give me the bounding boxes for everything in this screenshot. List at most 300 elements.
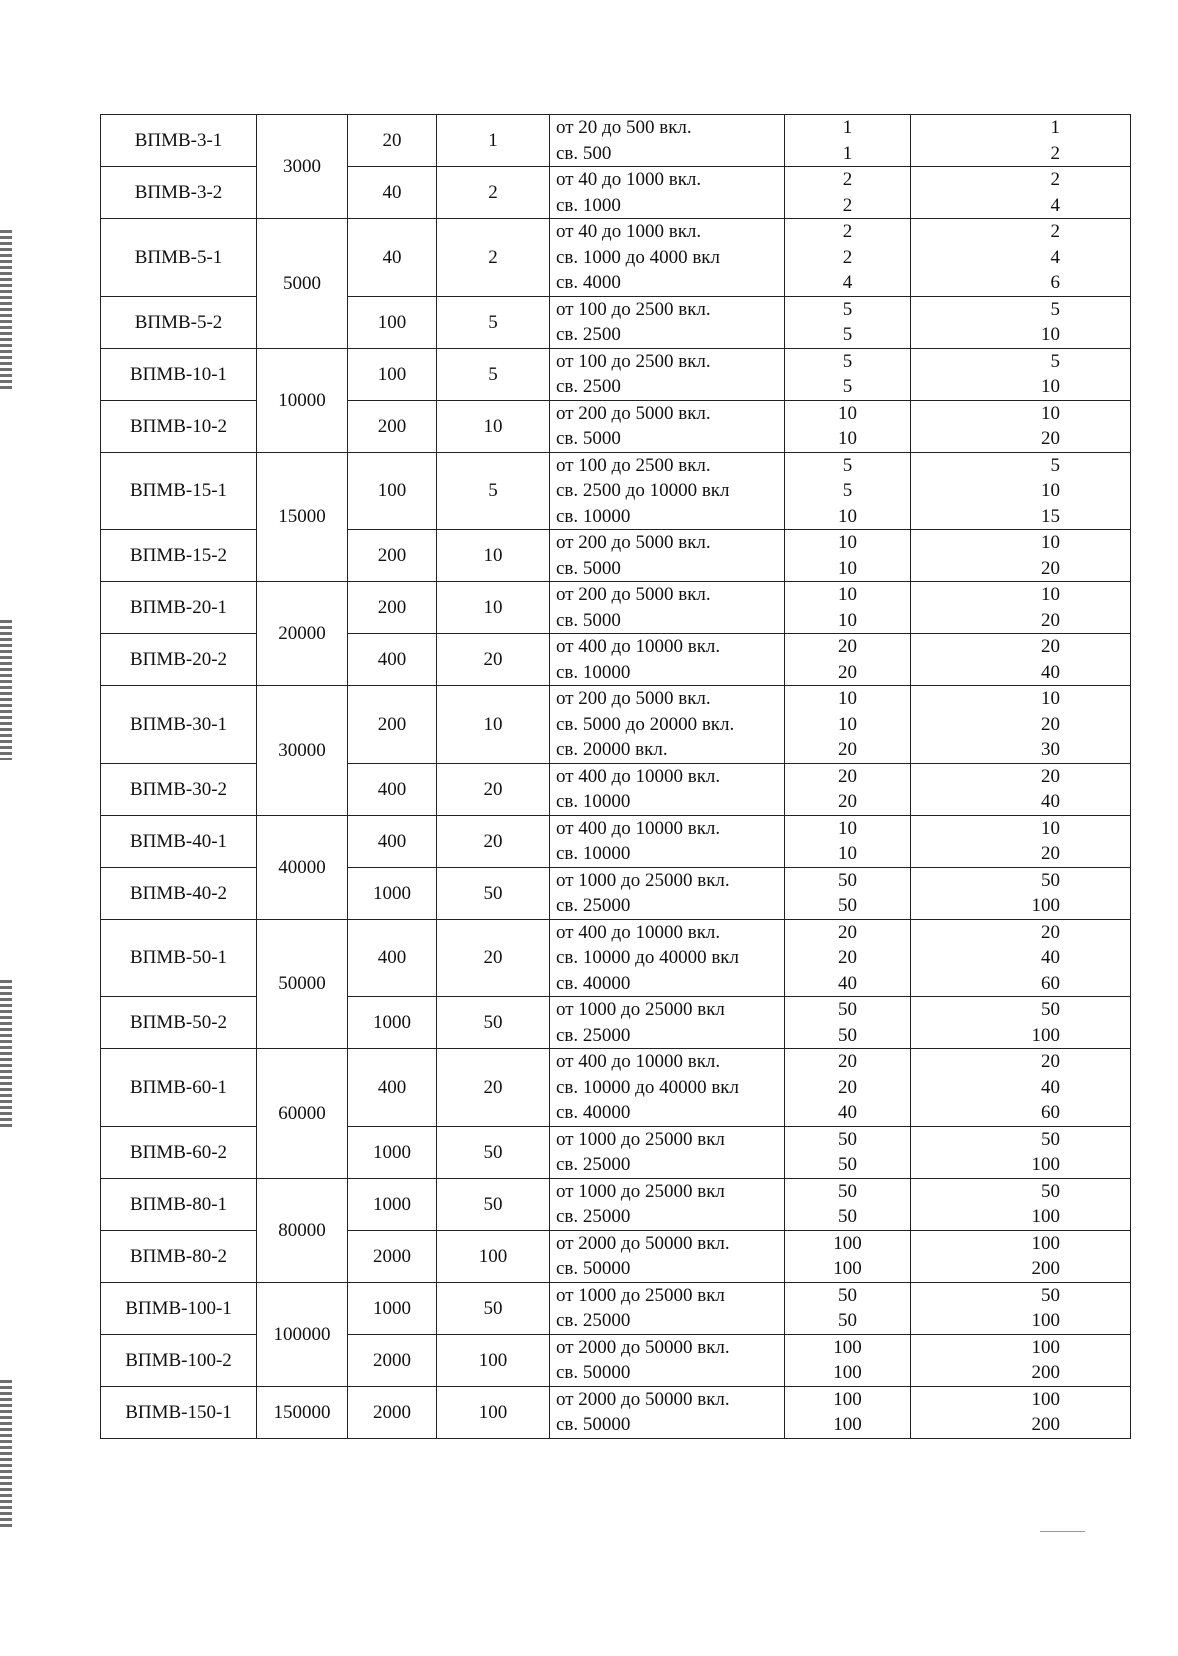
table-row [101,815,1131,867]
error-primary-cell-line: 50 [838,999,857,1020]
error-service-cell-line: 30 [1041,739,1060,760]
load-range-cell-line: св. 50000 [556,1362,631,1383]
error-primary-cell [785,348,911,400]
error-service-cell-line: 4 [1050,246,1060,268]
load-range-cell-line: св. 25000 [556,1024,631,1046]
error-service-cell [911,1049,1131,1127]
load-range-cell-line: св. 1000 до 4000 вкл [556,246,721,268]
error-primary-cell-line: 20 [838,661,857,683]
error-service-cell-line: 2 [1050,221,1060,242]
error-service-cell-line: 100 [1031,1232,1060,1254]
error-primary-cell-line: 40 [838,1102,857,1123]
error-service-cell [911,1126,1131,1178]
error-service-cell [911,1282,1131,1334]
min-load-cell: 200 [348,582,437,634]
error-service-cell-line: 100 [1031,1388,1060,1410]
load-range-cell-line: от 1000 до 25000 вкл. [556,869,730,891]
load-range-cell-line: от 100 до 2500 вкл. [556,298,711,320]
error-primary-cell-line: 50 [838,1024,857,1046]
division-cell: 100 [437,1230,550,1282]
error-service-cell-line: 15 [1041,505,1060,527]
error-primary-cell-line: 100 [833,1336,862,1358]
error-primary-cell-line: 2 [842,246,853,268]
error-primary-cell-line: 20 [838,1076,857,1098]
division-cell: 5 [437,452,550,530]
error-primary-cell-line: 50 [838,895,857,916]
load-range-cell-line: св. 2500 [556,376,621,397]
error-primary-cell-line: 100 [833,1414,862,1435]
load-range-cell [550,634,785,686]
division-cell: 10 [437,530,550,582]
load-range-cell-line: от 1000 до 25000 вкл [556,1128,725,1150]
error-service-cell-line: 10 [1041,376,1060,397]
error-service-cell-line: 20 [1041,1051,1060,1072]
error-service-cell-line: 100 [1031,1024,1060,1046]
load-range-cell [550,1126,785,1178]
max-load-cell: 5000 [257,219,348,349]
error-primary-cell-line: 50 [838,1284,857,1306]
division-cell: 50 [437,867,550,919]
division-cell: 20 [437,919,550,997]
min-load-cell: 40 [348,219,437,297]
error-primary-cell-line: 50 [838,1154,857,1175]
load-range-cell [550,348,785,400]
error-primary-cell [785,296,911,348]
error-service-cell [911,1178,1131,1230]
error-primary-cell [785,1126,911,1178]
error-primary-cell-line: 50 [838,1128,857,1150]
model-cell: ВПМВ-150-1 [101,1386,257,1438]
load-range-cell-line: св. 40000 [556,1102,631,1123]
table-row [101,452,1131,530]
error-primary-cell [785,1178,911,1230]
error-service-cell-line: 20 [1041,713,1060,735]
division-cell: 50 [437,1178,550,1230]
min-load-cell: 400 [348,1049,437,1127]
division-cell: 20 [437,763,550,815]
load-range-cell [550,1386,785,1438]
load-range-cell-line: св. 5000 [556,428,621,449]
error-primary-cell [785,815,911,867]
error-service-cell-line: 20 [1041,428,1060,449]
table-row [101,763,1131,815]
error-service-cell-line: 5 [1050,298,1060,320]
load-range-cell-line: от 2000 до 50000 вкл. [556,1388,730,1410]
table-row [101,115,1131,167]
error-primary-cell-line: 5 [842,480,853,501]
error-primary-cell-line: 20 [838,739,857,760]
error-primary-cell-line: 100 [833,1232,862,1254]
load-range-cell-line: от 400 до 10000 вкл. [556,765,721,787]
load-range-cell-line: от 1000 до 25000 вкл [556,1284,725,1306]
error-service-cell [911,530,1131,582]
load-range-cell-line: от 400 до 10000 вкл. [556,1051,721,1072]
max-load-cell: 150000 [257,1386,348,1438]
load-range-cell-line: св. 10000 [556,661,631,683]
error-primary-cell-line: 5 [842,454,853,476]
error-primary-cell [785,763,911,815]
model-cell: ВПМВ-15-1 [101,452,257,530]
error-primary-cell [785,452,911,530]
error-service-cell-line: 20 [1041,636,1060,657]
division-cell: 20 [437,1049,550,1127]
table-row [101,219,1131,297]
load-range-cell [550,686,785,764]
load-range-cell-line: св. 5000 до 20000 вкл. [556,713,735,735]
load-range-cell-line: св. 5000 [556,557,621,579]
load-range-cell-line: св. 2500 до 10000 вкл [556,480,730,501]
min-load-cell: 1000 [348,867,437,919]
table-row [101,348,1131,400]
error-primary-cell-line: 1 [842,142,853,164]
error-primary-cell [785,167,911,219]
load-range-cell-line: от 400 до 10000 вкл. [556,817,721,839]
error-service-cell [911,582,1131,634]
error-primary-cell [785,1282,911,1334]
model-cell: ВПМВ-20-2 [101,634,257,686]
error-primary-cell [785,997,911,1049]
error-service-cell-line: 10 [1041,688,1060,709]
error-service-cell-line: 10 [1041,480,1060,501]
model-cell: ВПМВ-20-1 [101,582,257,634]
division-cell: 2 [437,219,550,297]
min-load-cell: 1000 [348,1126,437,1178]
load-range-cell-line: св. 50000 [556,1258,631,1279]
load-range-cell-line: от 2000 до 50000 вкл. [556,1232,730,1254]
error-service-cell-line: 40 [1041,791,1060,812]
load-range-cell-line: св. 25000 [556,1310,631,1331]
load-range-cell [550,815,785,867]
model-cell: ВПМВ-100-1 [101,1282,257,1334]
error-service-cell [911,763,1131,815]
error-primary-cell-line: 10 [838,843,857,864]
load-range-cell-line: св. 10000 до 40000 вкл [556,947,740,968]
error-primary-cell-line: 5 [842,350,853,372]
error-primary-cell-line: 50 [838,869,857,891]
load-range-cell-line: св. 25000 [556,895,631,916]
min-load-cell: 100 [348,452,437,530]
page-bottom-line [1040,1531,1085,1532]
error-primary-cell [785,1334,911,1386]
error-service-cell-line: 40 [1041,947,1060,968]
load-range-cell-line: от 400 до 10000 вкл. [556,921,721,943]
error-service-cell-line: 20 [1041,843,1060,864]
model-cell: ВПМВ-40-2 [101,867,257,919]
load-range-cell-line: от 200 до 5000 вкл. [556,532,711,553]
max-load-cell: 15000 [257,452,348,582]
model-cell: ВПМВ-5-1 [101,219,257,297]
error-primary-cell-line: 20 [838,947,857,968]
error-service-cell-line: 100 [1031,1154,1060,1175]
error-service-cell-line: 100 [1031,895,1060,916]
error-primary-cell-line: 10 [838,713,857,735]
error-service-cell-line: 40 [1041,661,1060,683]
error-primary-cell-line: 20 [838,791,857,812]
error-service-cell-line: 50 [1041,1284,1060,1306]
error-primary-cell-line: 20 [838,1051,857,1072]
error-service-cell-line: 40 [1041,1076,1060,1098]
model-cell: ВПМВ-40-1 [101,815,257,867]
load-range-cell-line: св. 20000 вкл. [556,739,668,760]
min-load-cell: 400 [348,634,437,686]
error-service-cell-line: 10 [1041,324,1060,345]
division-cell: 10 [437,686,550,764]
division-cell: 1 [437,115,550,167]
load-range-cell-line: св. 500 [556,142,612,164]
error-service-cell-line: 60 [1041,972,1060,994]
error-service-cell-line: 200 [1031,1362,1060,1383]
min-load-cell: 2000 [348,1230,437,1282]
table-row [101,400,1131,452]
error-service-cell-line: 10 [1041,584,1060,605]
max-load-cell: 30000 [257,686,348,816]
error-service-cell-line: 6 [1050,272,1060,293]
table-row [101,296,1131,348]
load-range-cell-line: от 20 до 500 вкл. [556,117,692,138]
load-range-cell-line: св. 10000 [556,843,631,864]
error-service-cell-line: 20 [1041,609,1060,631]
error-primary-cell-line: 4 [842,272,853,293]
error-service-cell [911,115,1131,167]
load-range-cell [550,530,785,582]
error-primary-cell-line: 20 [838,921,857,943]
error-primary-cell-line: 2 [842,194,853,216]
division-cell: 100 [437,1386,550,1438]
error-service-cell [911,686,1131,764]
load-range-cell [550,997,785,1049]
error-primary-cell [785,1230,911,1282]
error-service-cell [911,219,1131,297]
error-service-cell-line: 60 [1041,1102,1060,1123]
table-row [101,530,1131,582]
load-range-cell-line: от 40 до 1000 вкл. [556,169,702,190]
table-row [101,1126,1131,1178]
error-primary-cell [785,219,911,297]
load-range-cell [550,763,785,815]
min-load-cell: 1000 [348,1178,437,1230]
error-service-cell [911,1386,1131,1438]
error-service-cell-line: 20 [1041,557,1060,579]
max-load-cell: 20000 [257,582,348,686]
error-primary-cell-line: 50 [838,1310,857,1331]
division-cell: 5 [437,296,550,348]
load-range-cell-line: св. 25000 [556,1154,631,1175]
scan-edge-marks [0,980,12,1130]
model-cell: ВПМВ-5-2 [101,296,257,348]
error-primary-cell-line: 100 [833,1362,862,1383]
error-primary-cell-line: 20 [838,765,857,787]
error-service-cell [911,1230,1131,1282]
error-primary-cell-line: 10 [838,817,857,839]
division-cell: 2 [437,167,550,219]
load-range-cell [550,919,785,997]
load-range-cell-line: от 200 до 5000 вкл. [556,688,711,709]
error-primary-cell [785,115,911,167]
min-load-cell: 200 [348,530,437,582]
error-primary-cell-line: 10 [838,584,857,605]
load-range-cell [550,167,785,219]
error-service-cell-line: 10 [1041,402,1060,424]
min-load-cell: 2000 [348,1386,437,1438]
min-load-cell: 400 [348,919,437,997]
error-service-cell-line: 10 [1041,817,1060,839]
load-range-cell [550,1282,785,1334]
error-service-cell [911,296,1131,348]
error-primary-cell-line: 10 [838,402,857,424]
error-service-cell-line: 5 [1050,454,1060,476]
table-row [101,997,1131,1049]
min-load-cell: 1000 [348,997,437,1049]
division-cell: 100 [437,1334,550,1386]
error-service-cell [911,634,1131,686]
load-range-cell-line: св. 40000 [556,972,631,994]
error-primary-cell-line: 10 [838,688,857,709]
error-service-cell-line: 200 [1031,1414,1060,1435]
error-service-cell [911,452,1131,530]
error-primary-cell-line: 50 [838,1206,857,1227]
model-cell: ВПМВ-15-2 [101,530,257,582]
error-primary-cell-line: 1 [842,117,853,138]
table-row [101,867,1131,919]
table-row [101,634,1131,686]
load-range-cell [550,452,785,530]
error-service-cell-line: 100 [1031,1336,1060,1358]
load-range-cell-line: от 2000 до 50000 вкл. [556,1336,730,1358]
error-primary-cell [785,634,911,686]
load-range-cell-line: от 200 до 5000 вкл. [556,402,711,424]
min-load-cell: 1000 [348,1282,437,1334]
load-range-cell [550,867,785,919]
division-cell: 50 [437,1282,550,1334]
error-service-cell [911,1334,1131,1386]
min-load-cell: 100 [348,348,437,400]
error-primary-cell-line: 10 [838,609,857,631]
load-range-cell-line: св. 4000 [556,272,621,293]
max-load-cell: 3000 [257,115,348,219]
min-load-cell: 100 [348,296,437,348]
load-range-cell-line: св. 10000 [556,791,631,812]
error-service-cell [911,348,1131,400]
error-service-cell [911,815,1131,867]
load-range-cell [550,582,785,634]
max-load-cell: 40000 [257,815,348,919]
load-range-cell-line: от 1000 до 25000 вкл [556,999,725,1020]
error-service-cell-line: 2 [1050,142,1060,164]
error-primary-cell-line: 10 [838,428,857,449]
load-range-cell-line: от 400 до 10000 вкл. [556,636,721,657]
model-cell: ВПМВ-3-2 [101,167,257,219]
table-row [101,1049,1131,1127]
error-primary-cell [785,1049,911,1127]
max-load-cell: 50000 [257,919,348,1049]
table-row [101,167,1131,219]
load-range-cell-line: от 1000 до 25000 вкл [556,1180,725,1202]
error-primary-cell-line: 10 [838,505,857,527]
error-primary-cell [785,686,911,764]
load-range-cell-line: от 200 до 5000 вкл. [556,584,711,605]
table-row [101,1334,1131,1386]
max-load-cell: 10000 [257,348,348,452]
error-service-cell-line: 5 [1050,350,1060,372]
min-load-cell: 20 [348,115,437,167]
division-cell: 20 [437,815,550,867]
load-range-cell [550,1178,785,1230]
error-service-cell [911,400,1131,452]
load-range-cell [550,115,785,167]
error-primary-cell-line: 20 [838,636,857,657]
scale-specification-table [100,114,1131,1439]
model-cell: ВПМВ-80-2 [101,1230,257,1282]
load-range-cell-line: св. 10000 до 40000 вкл [556,1076,740,1098]
table-row [101,1386,1131,1438]
error-service-cell-line: 50 [1041,869,1060,891]
division-cell: 20 [437,634,550,686]
error-service-cell [911,919,1131,997]
load-range-cell [550,1049,785,1127]
model-cell: ВПМВ-50-1 [101,919,257,997]
error-service-cell [911,867,1131,919]
error-primary-cell-line: 100 [833,1258,862,1279]
load-range-cell-line: св. 50000 [556,1414,631,1435]
load-range-cell-line: от 100 до 2500 вкл. [556,454,711,476]
scan-edge-marks [0,230,12,390]
error-primary-cell-line: 10 [838,557,857,579]
error-service-cell-line: 100 [1031,1206,1060,1227]
min-load-cell: 200 [348,686,437,764]
error-primary-cell-line: 2 [842,169,853,190]
max-load-cell: 80000 [257,1178,348,1282]
table-row [101,1282,1131,1334]
model-cell: ВПМВ-60-1 [101,1049,257,1127]
error-service-cell-line: 20 [1041,921,1060,943]
error-primary-cell-line: 5 [842,324,853,345]
error-primary-cell [785,582,911,634]
max-load-cell: 100000 [257,1282,348,1386]
table-row [101,919,1131,997]
error-primary-cell-line: 10 [838,532,857,553]
load-range-cell [550,219,785,297]
model-cell: ВПМВ-3-1 [101,115,257,167]
error-service-cell-line: 10 [1041,532,1060,553]
division-cell: 10 [437,400,550,452]
error-primary-cell-line: 2 [842,221,853,242]
table-row [101,1178,1131,1230]
load-range-cell-line: от 40 до 1000 вкл. [556,221,702,242]
table-row [101,686,1131,764]
load-range-cell [550,400,785,452]
load-range-cell [550,1334,785,1386]
min-load-cell: 2000 [348,1334,437,1386]
division-cell: 50 [437,997,550,1049]
model-cell: ВПМВ-50-2 [101,997,257,1049]
min-load-cell: 400 [348,763,437,815]
division-cell: 50 [437,1126,550,1178]
error-primary-cell-line: 100 [833,1388,862,1410]
error-primary-cell [785,919,911,997]
load-range-cell-line: св. 2500 [556,324,621,345]
error-primary-cell-line: 40 [838,972,857,994]
scan-edge-marks [0,1380,12,1530]
model-cell: ВПМВ-10-1 [101,348,257,400]
load-range-cell [550,296,785,348]
model-cell: ВПМВ-60-2 [101,1126,257,1178]
error-service-cell [911,167,1131,219]
error-service-cell-line: 50 [1041,1180,1060,1202]
model-cell: ВПМВ-80-1 [101,1178,257,1230]
min-load-cell: 200 [348,400,437,452]
error-primary-cell [785,867,911,919]
division-cell: 10 [437,582,550,634]
